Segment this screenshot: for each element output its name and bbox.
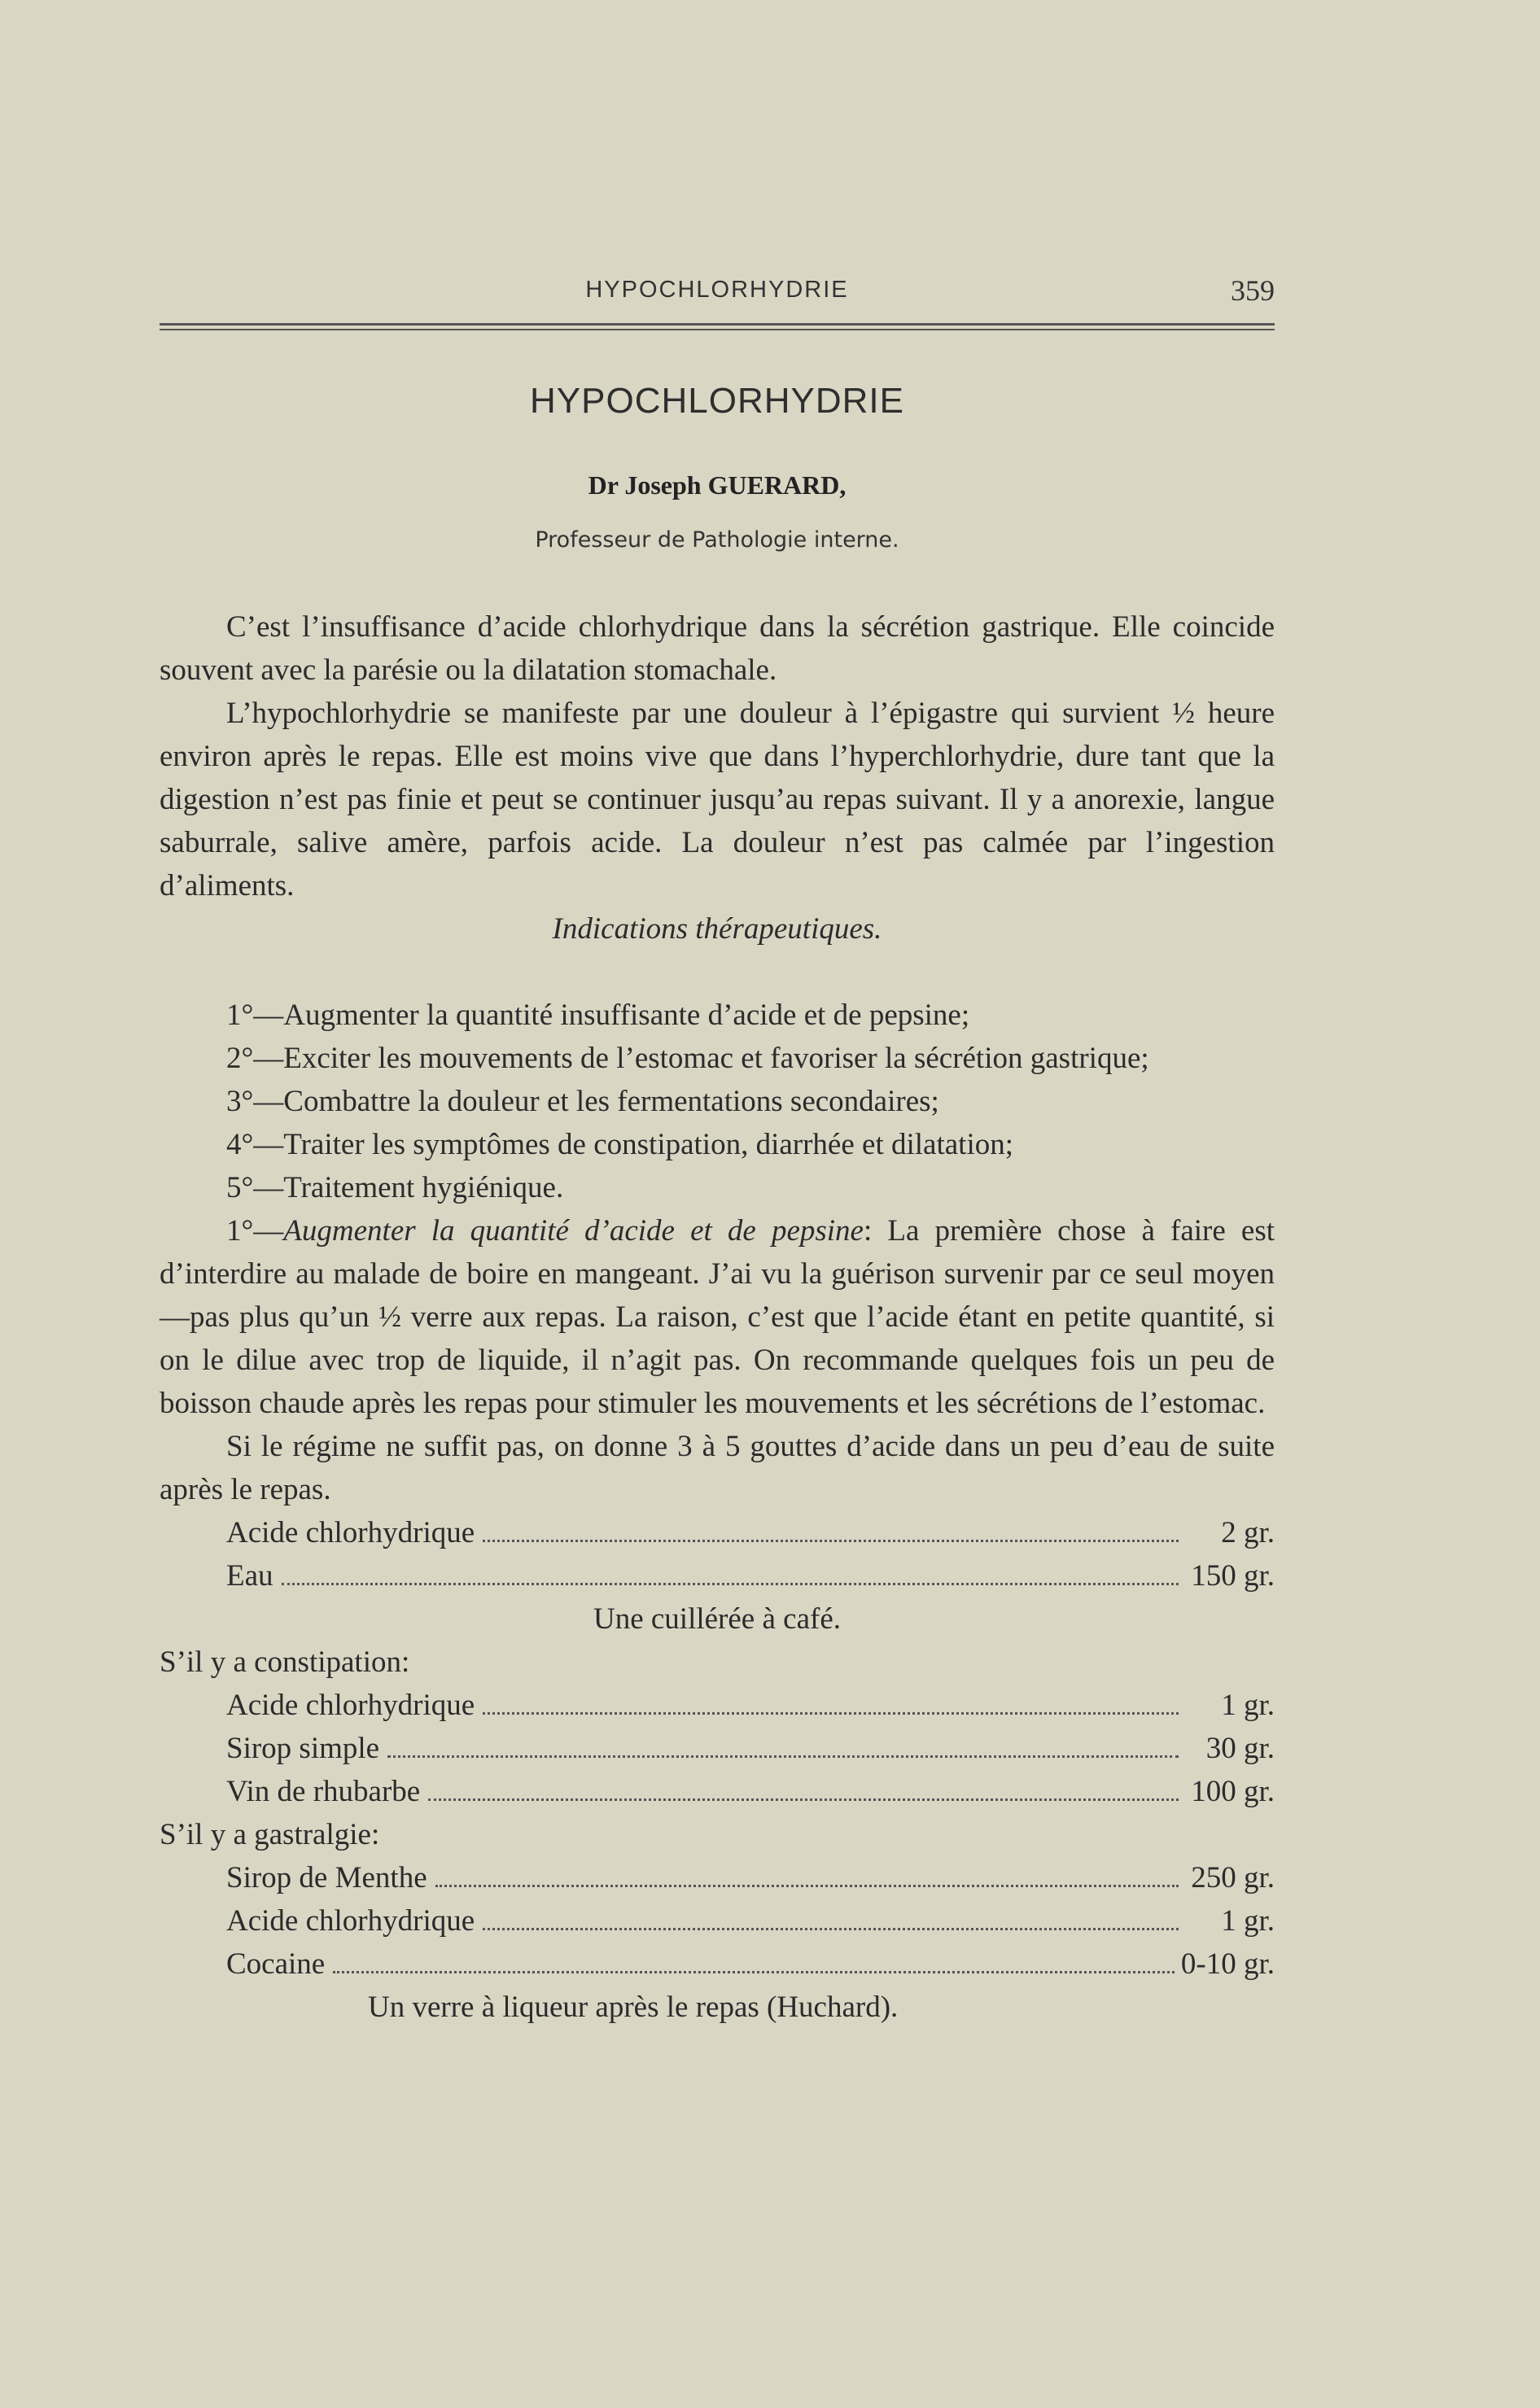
- ingredient-name: Acide chlorhydrique: [226, 1516, 475, 1549]
- article-title: HYPOCHLORHYDRIE: [530, 381, 904, 421]
- leader-dots: [483, 1540, 1179, 1542]
- leader-dots: [435, 1885, 1179, 1887]
- paragraph-symptoms: L’hypochlorhydrie se manifeste par une douleur à l’épigastre qui survient ½ heure environ après le repas. Elle est moins vive que dans l’hyperchlorhydrie, dure tant que la digestion n’est pas finie et peut se continuer jusqu’au repas suivant. Il y a anorexie, langue saburrale, salive amère, parfois acide. La douleur n’est pas calmée par l’ingestion d’aliments.: [160, 697, 1275, 902]
- ingredient-quantity: 250 gr.: [1191, 1861, 1275, 1894]
- leader-dots: [387, 1755, 1179, 1758]
- ingredient-name: Acide chlorhydrique: [226, 1904, 475, 1938]
- paragraph-section-1: [160, 1209, 1275, 1425]
- page-number: 359: [1231, 274, 1275, 307]
- list-item-5: 5°—Traitement hygiénique.: [226, 1171, 564, 1204]
- ingredient-name: Sirop simple: [226, 1732, 380, 1765]
- prescription-line: [160, 1684, 1275, 1727]
- leader-dots: [428, 1798, 1179, 1801]
- ingredient-quantity: 0-10 gr.: [1180, 1947, 1275, 1981]
- author-affiliation: Professeur de Pathologie interne.: [535, 527, 899, 553]
- list-item-4: 4°—Traiter les symptômes de constipation, diarrhée et dilatation;: [226, 1128, 1014, 1161]
- section-1-number: 1°—: [226, 1214, 284, 1248]
- prescription-line: [160, 1856, 1275, 1899]
- paragraph-regime: Si le régime ne suffit pas, on donne 3 à 5 gouttes d’acide dans un peu d’eau de suite après le repas.: [160, 1430, 1275, 1506]
- article-body: [160, 605, 1275, 2029]
- section-1-title: Augmenter la quantité d’acide et de pepsine: [283, 1214, 864, 1248]
- prescription-line: [160, 1943, 1275, 1986]
- prescription-line: [160, 1511, 1275, 1554]
- list-item-2: 2°—Exciter les mouvements de l’estomac et favoriser la sécrétion gastrique;: [226, 1042, 1149, 1075]
- running-header: [160, 274, 1275, 317]
- section-1-text: : La première chose à faire est d’interdire au malade de boire en mangeant. J’ai vu la guérison survenir par ce seul moyen—pas plus qu’un ½ verre aux repas. La raison, c’est que l’acide étant en petite quantité, si on le dilue avec trop de liquide, il n’agit pas. On recommande quelques fois un peu de boisson chaude après les repas pour stimuler les mouvements et les sécrétions de l’estomac.: [160, 1214, 1275, 1420]
- ingredient-quantity: 150 gr.: [1191, 1559, 1275, 1593]
- prescription-line: [160, 1554, 1275, 1597]
- list-item-3: 3°—Combattre la douleur et les fermentations secondaires;: [226, 1085, 939, 1118]
- ingredient-quantity: 30 gr.: [1205, 1732, 1275, 1765]
- constipation-label: S’il y a constipation:: [160, 1645, 410, 1679]
- leader-dots: [333, 1971, 1175, 1973]
- leader-dots: [483, 1712, 1179, 1715]
- ingredient-name: Sirop de Menthe: [226, 1861, 427, 1894]
- prescription-line: [160, 1727, 1275, 1770]
- ingredient-name: Acide chlorhydrique: [226, 1689, 475, 1722]
- header-rule-thick: [160, 323, 1275, 326]
- author-name: Dr Joseph GUERARD,: [588, 470, 847, 500]
- ingredient-quantity: 1 gr.: [1221, 1904, 1275, 1938]
- dose-instruction: Un verre à liqueur après le repas (Huchard).: [368, 1991, 899, 2024]
- gastralgie-label: S’il y a gastralgie:: [160, 1818, 380, 1851]
- ingredient-quantity: 1 gr.: [1221, 1689, 1275, 1722]
- header-rule-thin: [160, 329, 1275, 330]
- dose-instruction: Une cuillérée à café.: [593, 1602, 841, 1636]
- ingredient-name: Cocaine: [226, 1947, 326, 1981]
- list-item-1: 1°—Augmenter la quantité insuffisante d’acide et de pepsine;: [226, 999, 970, 1032]
- paragraph-definition: C’est l’insuffisance d’acide chlorhydrique dans la sécrétion gastrique. Elle coincide souvent avec la parésie ou la dilatation stomachale.: [160, 610, 1275, 687]
- ingredient-name: Eau: [226, 1559, 273, 1593]
- ingredient-quantity: 2 gr.: [1221, 1516, 1275, 1549]
- running-title: HYPOCHLORHYDRIE: [585, 277, 849, 303]
- prescription-line: [160, 1770, 1275, 1813]
- leader-dots: [282, 1583, 1179, 1585]
- prescription-line: [160, 1899, 1275, 1943]
- ingredient-quantity: 100 gr.: [1191, 1775, 1275, 1808]
- ingredient-name: Vin de rhubarbe: [226, 1775, 421, 1808]
- section-heading-indications: Indications thérapeutiques.: [552, 912, 882, 946]
- leader-dots: [483, 1928, 1179, 1930]
